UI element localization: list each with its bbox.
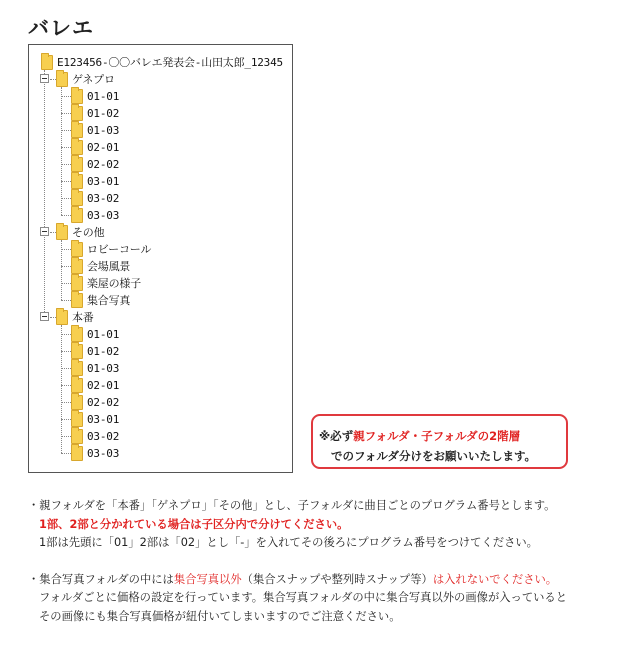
tree-child-folder[interactable] [71,241,151,257]
tree-connector [61,113,71,114]
tree-group-folder-2-label: 本番 [72,311,94,324]
tree-child-folder-label: 01-03 [87,123,120,137]
folder-icon [71,140,83,155]
tree-child-folder[interactable] [71,105,119,121]
tree-child-folder-label: 03-02 [87,191,120,205]
tree-connector [61,87,62,215]
tree-connector [61,240,62,300]
notice-line-1 [319,426,558,446]
folder-icon [71,259,83,274]
notice-highlight: 親フォルダ・子フォルダの2階層 [353,429,521,443]
tree-child-folder-label: 03-01 [87,412,120,426]
tree-child-folder-label: 02-02 [87,157,120,171]
tree-child-folder-label: 01-02 [87,106,120,120]
tree-child-folder[interactable] [71,207,119,223]
tree-child-folder-label: 楽屋の様子 [87,277,141,290]
tree-connector [44,237,45,312]
tree-group-folder-2[interactable] [56,309,94,325]
tree-child-folder-label: 02-01 [87,378,120,392]
tree-root-folder[interactable] [41,54,283,70]
folder-icon [71,412,83,427]
tree-child-folder-label: 03-01 [87,174,120,188]
folder-icon [71,276,83,291]
tree-connector [61,325,62,453]
tree-child-folder-label: 03-02 [87,429,120,443]
tree-connector [61,334,71,335]
tree-child-folder[interactable] [71,173,119,189]
collapse-toggle-2[interactable] [40,312,49,321]
tree-child-folder-label: 02-01 [87,140,120,154]
tree-child-folder-label: 01-01 [87,327,120,341]
tree-child-folder[interactable] [71,122,119,138]
folder-icon [71,344,83,359]
tree-connector [61,283,71,284]
note-1-line-3: 1部は先頭に「01」2部は「02」とし「-」を入れてその後ろにプログラム番号をつけてください。 [39,536,538,550]
notice-box [311,414,568,469]
note-2-line-3: その画像にも集合写真価格が紐付いてしまいますのでご注意ください。 [39,609,401,623]
folder-tree [29,45,292,472]
tree-connector [44,70,45,74]
note-2-text-d: は入れないでください。 [432,572,558,586]
page-title: バレエ [28,16,94,40]
tree-connector [61,164,71,165]
folder-icon [56,225,68,240]
folder-icon [71,429,83,444]
tree-connector [61,249,71,250]
tree-child-folder[interactable] [71,156,119,172]
tree-connector [61,130,71,131]
note-2-line-2: フォルダごとに価格の設定を行っています。集合写真フォルダの中に集合写真以外の画像が入っていると [39,591,568,605]
tree-connector [61,402,71,403]
note-2-line-1 [28,571,613,590]
tree-child-folder-label: ロビーコール [87,243,152,256]
note-1-line-1: ・親フォルダを「本番」「ゲネプロ」「その他」とし、子フォルダに曲目ごとのプログラム番号とします。 [28,499,556,512]
tree-connector [61,96,71,97]
tree-connector [61,181,71,182]
folder-tree-panel [28,44,293,473]
tree-connector [61,198,71,199]
folder-icon [71,446,83,461]
folder-icon [71,123,83,138]
tree-child-folder[interactable] [71,326,119,342]
tree-child-folder[interactable] [71,411,119,427]
folder-icon [71,208,83,223]
collapse-toggle-0[interactable] [40,74,49,83]
note-2-text-a: ・集合写真フォルダの中には [28,572,174,586]
note-1-line-2: 1部、2部と分かれている場合は子区分内で分けてください。 [39,517,349,531]
tree-child-folder[interactable] [71,343,119,359]
folder-icon [71,327,83,342]
notice-prefix: ※必ず [319,429,354,443]
tree-connector [61,453,71,454]
tree-group-folder-1[interactable] [56,224,104,240]
folder-icon [71,191,83,206]
tree-group-folder-0-label: ゲネプロ [72,73,115,86]
tree-child-folder-label: 01-02 [87,344,120,358]
instruction-notes [28,497,613,627]
tree-connector [61,147,71,148]
tree-child-folder[interactable] [71,139,119,155]
tree-group-folder-1-label: その他 [72,226,105,239]
tree-connector [44,84,45,227]
folder-icon [71,157,83,172]
tree-connector [61,266,71,267]
tree-child-folder-label: 03-03 [87,208,120,222]
tree-child-folder[interactable] [71,428,119,444]
tree-child-folder[interactable] [71,275,141,291]
folder-icon [56,310,68,325]
folder-icon [71,378,83,393]
folder-icon [71,242,83,257]
tree-child-folder-label: 01-03 [87,361,120,375]
tree-connector [61,419,71,420]
tree-child-folder[interactable] [71,377,119,393]
note-2-text-c: （集合スナップや整列時スナップ等） [241,572,433,586]
tree-child-folder[interactable] [71,394,119,410]
tree-child-folder[interactable] [71,190,119,206]
tree-child-folder[interactable] [71,292,130,308]
tree-connector [61,351,71,352]
folder-icon [71,395,83,410]
tree-root-folder-label: E123456-〇〇バレエ発表会-山田太郎_12345 [57,56,283,69]
tree-connector [61,368,71,369]
tree-connector [61,215,71,216]
tree-child-folder-label: 会場風景 [87,260,131,273]
tree-child-folder[interactable] [71,258,130,274]
tree-child-folder[interactable] [71,88,119,104]
tree-child-folder-label: 01-01 [87,89,120,103]
tree-child-folder-label: 集合写真 [87,294,131,307]
folder-icon [71,106,83,121]
tree-connector [61,300,71,301]
tree-connector [61,385,71,386]
notice-line-2: でのフォルダ分けをお願いいたします。 [331,449,537,463]
folder-icon [71,89,83,104]
tree-child-folder-label: 03-03 [87,446,120,460]
tree-child-folder[interactable] [71,360,119,376]
tree-child-folder-label: 02-02 [87,395,120,409]
folder-icon [71,174,83,189]
folder-icon [56,72,68,87]
tree-child-folder[interactable] [71,445,119,461]
note-2-text-b: 集合写真以外 [173,572,242,586]
tree-group-folder-0[interactable] [56,71,115,87]
folder-icon [71,361,83,376]
tree-connector [61,436,71,437]
collapse-toggle-1[interactable] [40,227,49,236]
folder-icon [71,293,83,308]
folder-icon [41,55,53,70]
